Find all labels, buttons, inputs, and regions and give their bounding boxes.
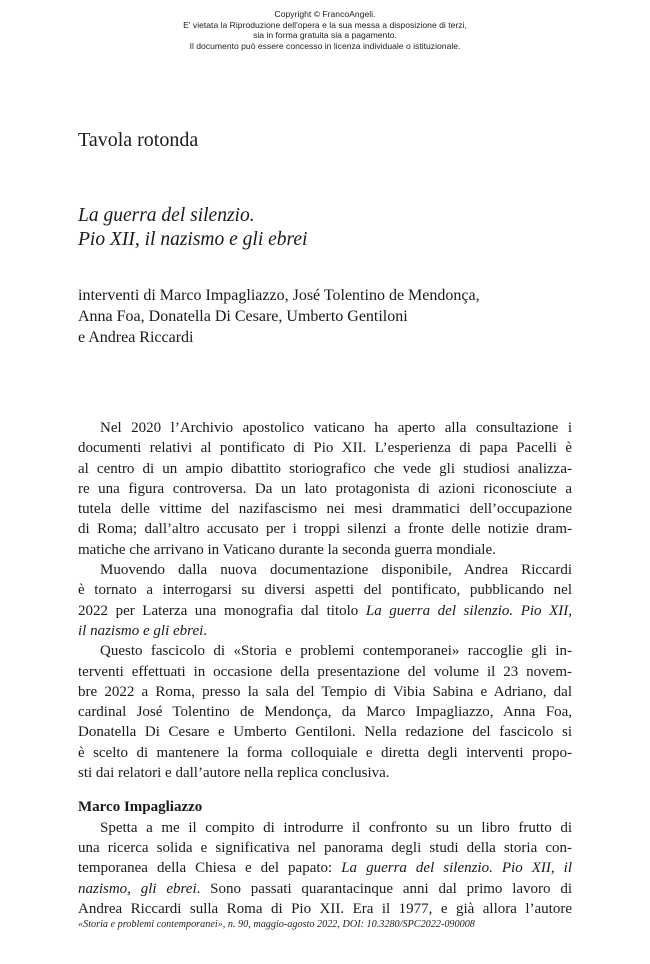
body-line: documenti relativi al pontificato di Pio XII. L’esperienza di papa Pacelli è <box>78 440 572 457</box>
body-line: Questo fascicolo di «Storia e problemi contemporanei» raccoglie gli in- <box>100 643 572 660</box>
body-line: Spetta a me il compito di introdurre il confronto su un libro frutto di <box>100 819 572 836</box>
body-line: matiche che arrivano in Vaticano durante la seconda guerra mondiale. <box>78 541 496 558</box>
body-line: tutela delle vittime del nazifascismo nei mesi drammatici dell’occupazione <box>78 501 572 518</box>
body-line: al centro di un ampio dibattito storiografico che vede gli studiosi analizza- <box>78 460 572 477</box>
section-label: Tavola rotonda <box>78 129 199 151</box>
body-line: è tornato a interrogarsi su diversi aspetti del pontificato, pubblicando nel <box>78 582 572 599</box>
body-line: Nel 2020 l’Archivio apostolico vaticano ha aperto alla consultazione i <box>100 420 572 436</box>
intro-paragraph-2 <box>78 560 572 641</box>
intro-paragraph-3 <box>78 641 572 783</box>
contributors <box>78 285 480 348</box>
copyright-line: E' vietata la Riproduzione dell'opera e la sua messa a disposizione di terzi, <box>183 19 467 30</box>
body-line: una ricerca solida e significativa nel panorama degli studi della storia con- <box>78 839 572 856</box>
body-line: nazismo, gli ebrei. Sono passati quarantacinque anni dal primo lavoro di <box>78 880 572 897</box>
contributors-line: interventi di Marco Impagliazzo, José Tolentino de Mendonça, <box>78 287 480 304</box>
article-title-line: Pio XII, il nazismo e gli ebrei <box>78 229 308 250</box>
contributors-line: Anna Foa, Donatella Di Cesare, Umberto Gentiloni <box>78 308 408 325</box>
speaker-paragraph <box>78 818 572 919</box>
body-line: è scelto di mantenere la forma colloquiale e diretta degli interventi propo- <box>78 744 572 761</box>
article-title <box>78 204 307 252</box>
body-line: Andrea Riccardi sulla Roma di Pio XII. Era il 1977, e già allora l’autore <box>78 900 572 917</box>
body-line: di Roma; dall’altro accusato per i troppi silenzi a fronte delle notizie dram- <box>78 521 572 538</box>
body-line: terventi effettuati in occasione della presentazione del volume il 23 novem- <box>78 663 572 680</box>
body-line: sti dai relatori e dall’autore nella replica conclusiva. <box>78 765 390 782</box>
intro-paragraph-1 <box>78 418 572 560</box>
page-footer: «Storia e problemi contemporanei», n. 90, maggio-agosto 2022, DOI: 10.3280/SPC2022-090008 <box>78 919 475 930</box>
body-line: il nazismo e gli ebrei. <box>78 622 208 639</box>
copyright-line: Il documento può essere concesso in licenza individuale o istituzionale. <box>189 40 461 51</box>
body-line: 2022 per Laterza una monografia dal titolo La guerra del silenzio. Pio XII, <box>78 602 572 619</box>
copyright-line: sia in forma gratuita sia a pagamento. <box>253 30 397 41</box>
body-line: Donatella Di Cesare e Umberto Gentiloni. Nella redazione del fascicolo si <box>78 724 572 741</box>
body-line: cardinal José Tolentino de Mendonça, da Marco Impagliazzo, Anna Foa, <box>78 704 572 721</box>
section-gap <box>78 783 572 797</box>
body-line: re una figura controversa. Da un lato protagonista di azioni riconosciute a <box>78 480 572 497</box>
contributors-line: e Andrea Riccardi <box>78 329 194 346</box>
body-line: bre 2022 a Roma, presso la sala del Tempio di Vibia Sabina e Adriano, dal <box>78 683 572 700</box>
article-title-line: La guerra del silenzio. <box>78 205 255 226</box>
copyright-line: Copyright © FrancoAngeli. <box>274 9 376 19</box>
body-line: temporanea della Chiesa e del papato: La guerra del silenzio. Pio XII, il <box>78 860 572 877</box>
article-body <box>78 418 572 919</box>
copyright-notice <box>0 9 650 51</box>
speaker-heading: Marco Impagliazzo <box>78 799 203 816</box>
body-line: Muovendo dalla nuova documentazione disponibile, Andrea Riccardi <box>100 562 572 579</box>
